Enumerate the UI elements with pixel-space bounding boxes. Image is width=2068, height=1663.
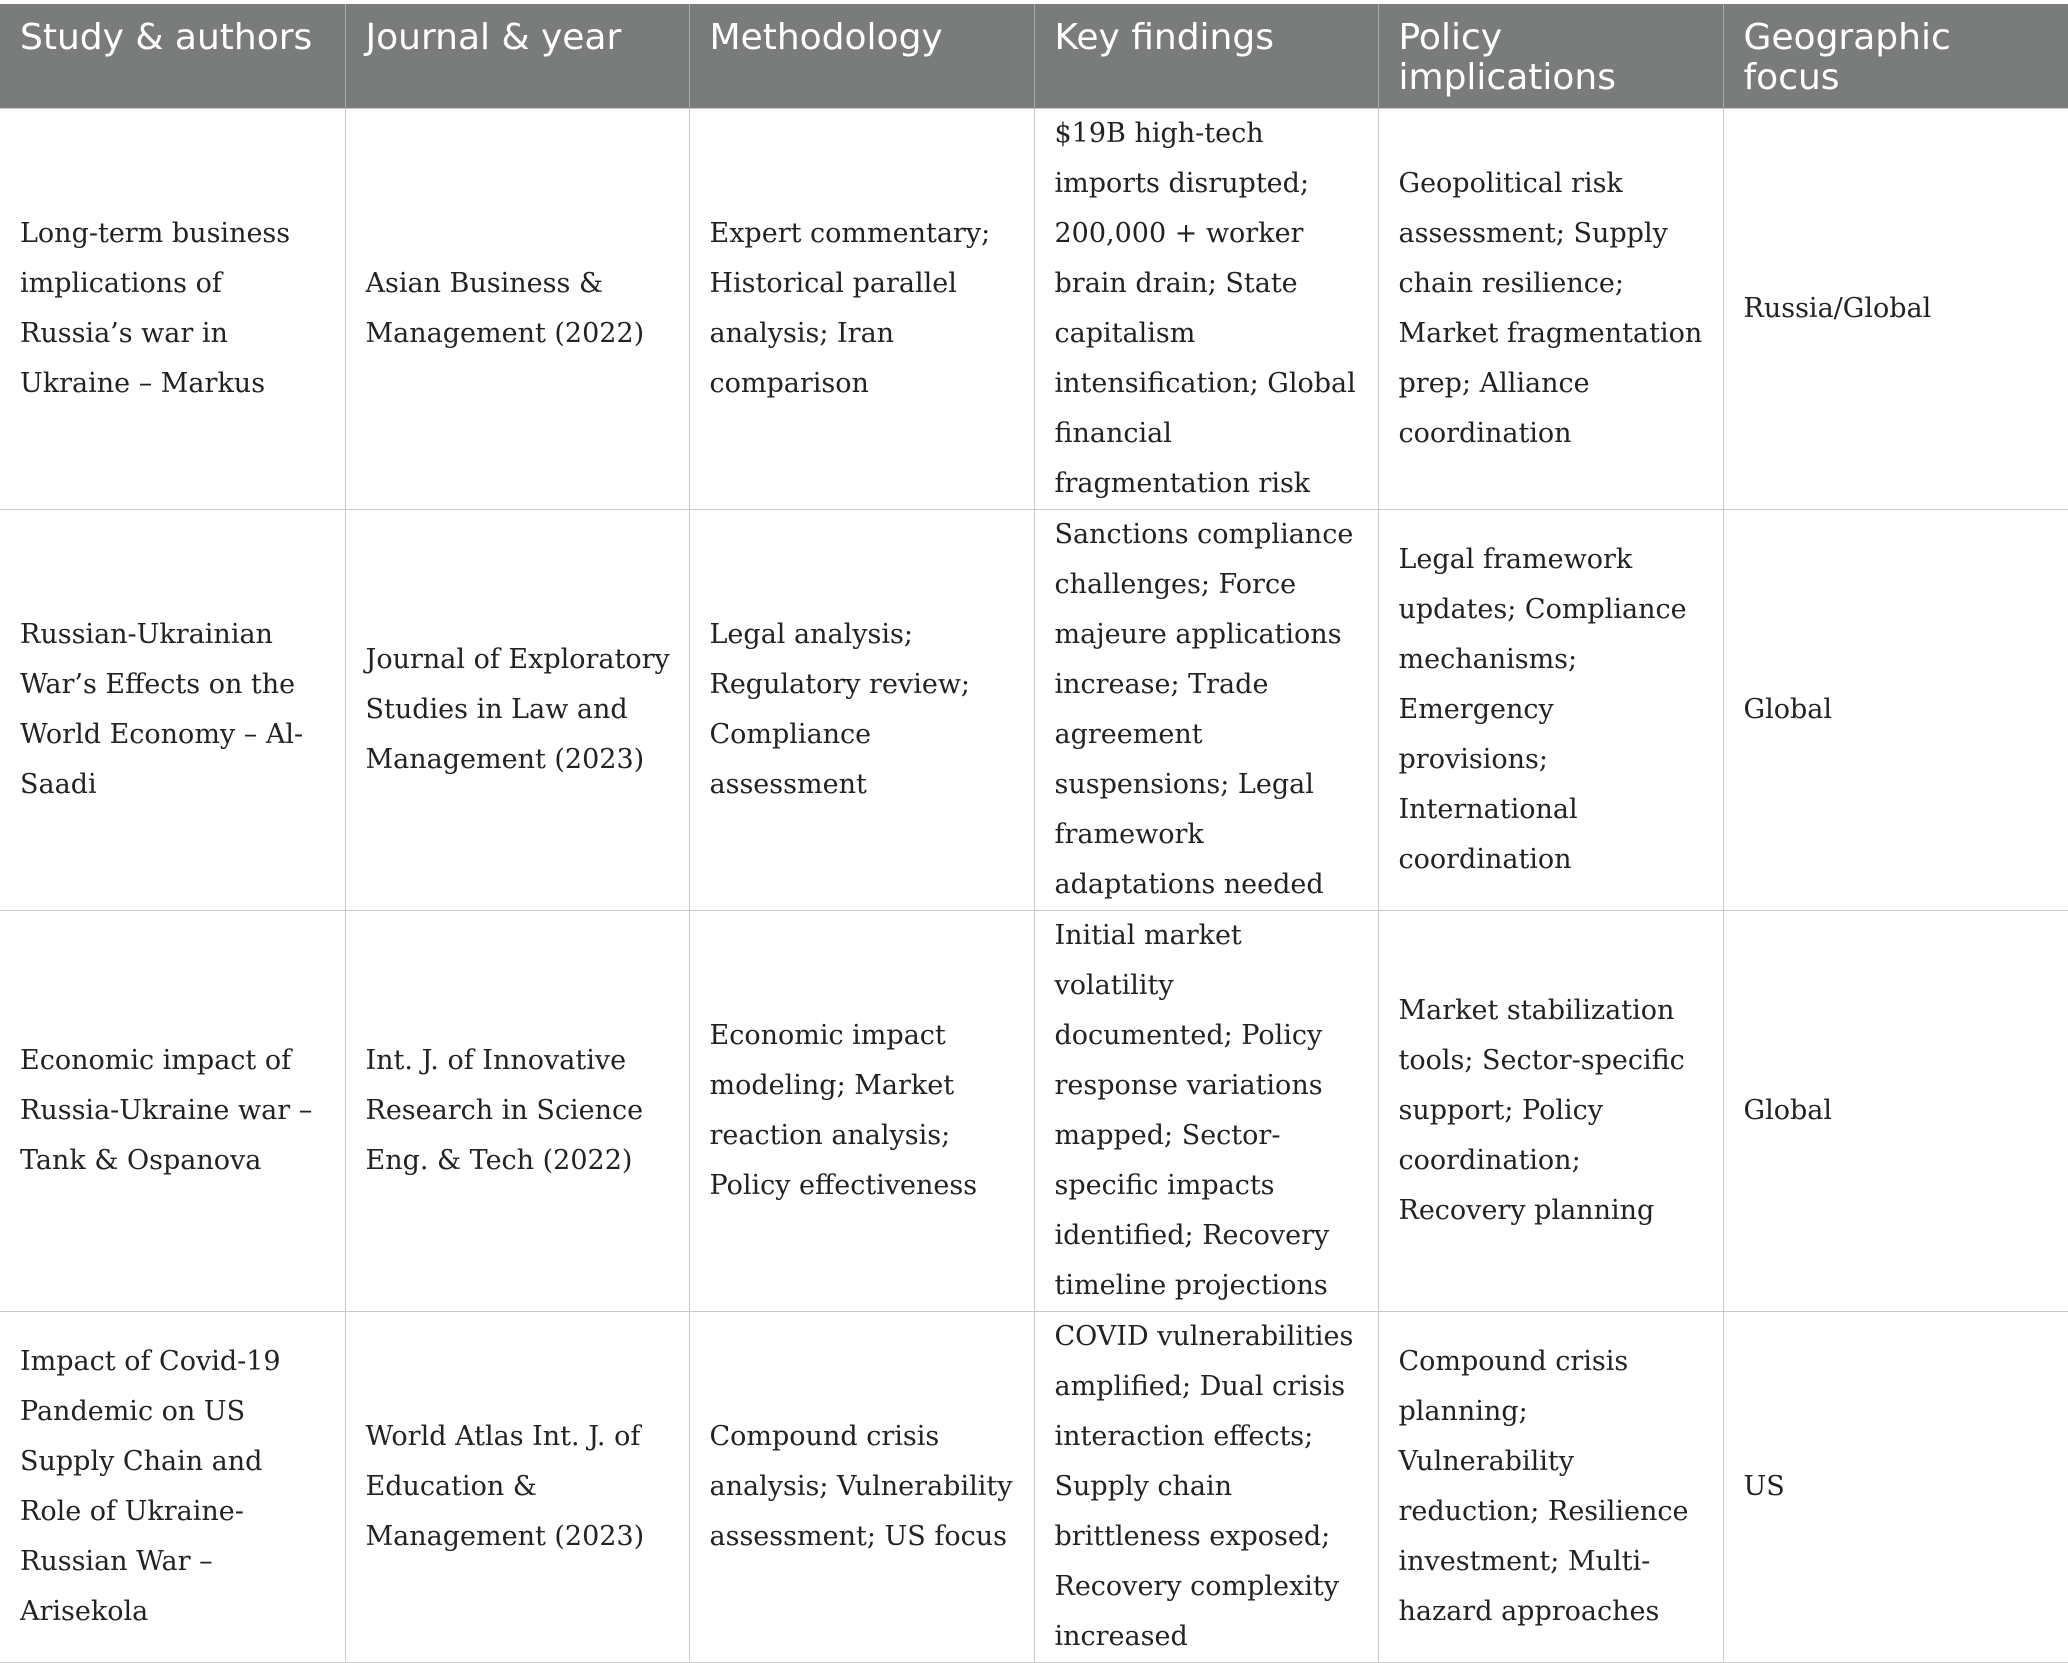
cell-study: Russian-Ukrainian War’s Effects on the World Economy – Al-Saadi bbox=[0, 510, 345, 911]
table-row bbox=[0, 911, 2068, 1312]
literature-table-container bbox=[0, 4, 2068, 1663]
cell-policy: Legal framework updates; Compliance mechanisms; Emergency provisions; International coordination bbox=[1378, 510, 1723, 911]
cell-findings: Initial market volatility documented; Policy response variations mapped; Sector-specific impacts identified; Recovery timeline projections bbox=[1034, 911, 1378, 1312]
literature-review-table bbox=[0, 4, 2068, 1663]
header-row bbox=[0, 4, 2068, 109]
cell-methodology: Economic impact modeling; Market reaction analysis; Policy effectiveness bbox=[689, 911, 1034, 1312]
header-geographic-focus: Geographic focus bbox=[1723, 4, 2068, 109]
table-header bbox=[0, 4, 2068, 109]
cell-geo: Global bbox=[1723, 510, 2068, 911]
cell-study: Long-term business implications of Russia’s war in Ukraine – Markus bbox=[0, 109, 345, 510]
cell-journal: World Atlas Int. J. of Education & Management (2023) bbox=[345, 1312, 689, 1663]
cell-geo: Global bbox=[1723, 911, 2068, 1312]
cell-journal: Asian Business & Management (2022) bbox=[345, 109, 689, 510]
cell-policy: Geopolitical risk assessment; Supply chain resilience; Market fragmentation prep; Alliance coordination bbox=[1378, 109, 1723, 510]
cell-study: Economic impact of Russia-Ukraine war – Tank & Ospanova bbox=[0, 911, 345, 1312]
cell-journal: Int. J. of Innovative Research in Science Eng. & Tech (2022) bbox=[345, 911, 689, 1312]
table-row bbox=[0, 1312, 2068, 1663]
cell-methodology: Legal analysis; Regulatory review; Compliance assessment bbox=[689, 510, 1034, 911]
table-row bbox=[0, 510, 2068, 911]
table-row bbox=[0, 109, 2068, 510]
cell-geo: US bbox=[1723, 1312, 2068, 1663]
cell-findings: COVID vulnerabilities amplified; Dual crisis interaction effects; Supply chain brittleness exposed; Recovery complexity increased bbox=[1034, 1312, 1378, 1663]
cell-journal: Journal of Exploratory Studies in Law and Management (2023) bbox=[345, 510, 689, 911]
header-journal-year: Journal & year bbox=[345, 4, 689, 109]
cell-findings: Sanctions compliance challenges; Force majeure applications increase; Trade agreement suspensions; Legal framework adaptations needed bbox=[1034, 510, 1378, 911]
header-methodology: Methodology bbox=[689, 4, 1034, 109]
cell-methodology: Compound crisis analysis; Vulnerability assessment; US focus bbox=[689, 1312, 1034, 1663]
header-study-authors: Study & authors bbox=[0, 4, 345, 109]
cell-methodology: Expert commentary; Historical parallel analysis; Iran comparison bbox=[689, 109, 1034, 510]
cell-policy: Market stabilization tools; Sector-specific support; Policy coordination; Recovery planning bbox=[1378, 911, 1723, 1312]
table-body bbox=[0, 109, 2068, 1663]
header-key-findings: Key findings bbox=[1034, 4, 1378, 109]
cell-policy: Compound crisis planning; Vulnerability reduction; Resilience investment; Multi-hazard approaches bbox=[1378, 1312, 1723, 1663]
cell-study: Impact of Covid-19 Pandemic on US Supply Chain and Role of Ukraine-Russian War – Arisekola bbox=[0, 1312, 345, 1663]
cell-findings: $19B high-tech imports disrupted; 200,000 + worker brain drain; State capitalism intensification; Global financial fragmentation risk bbox=[1034, 109, 1378, 510]
header-policy-implications: Policy implications bbox=[1378, 4, 1723, 109]
cell-geo: Russia/Global bbox=[1723, 109, 2068, 510]
